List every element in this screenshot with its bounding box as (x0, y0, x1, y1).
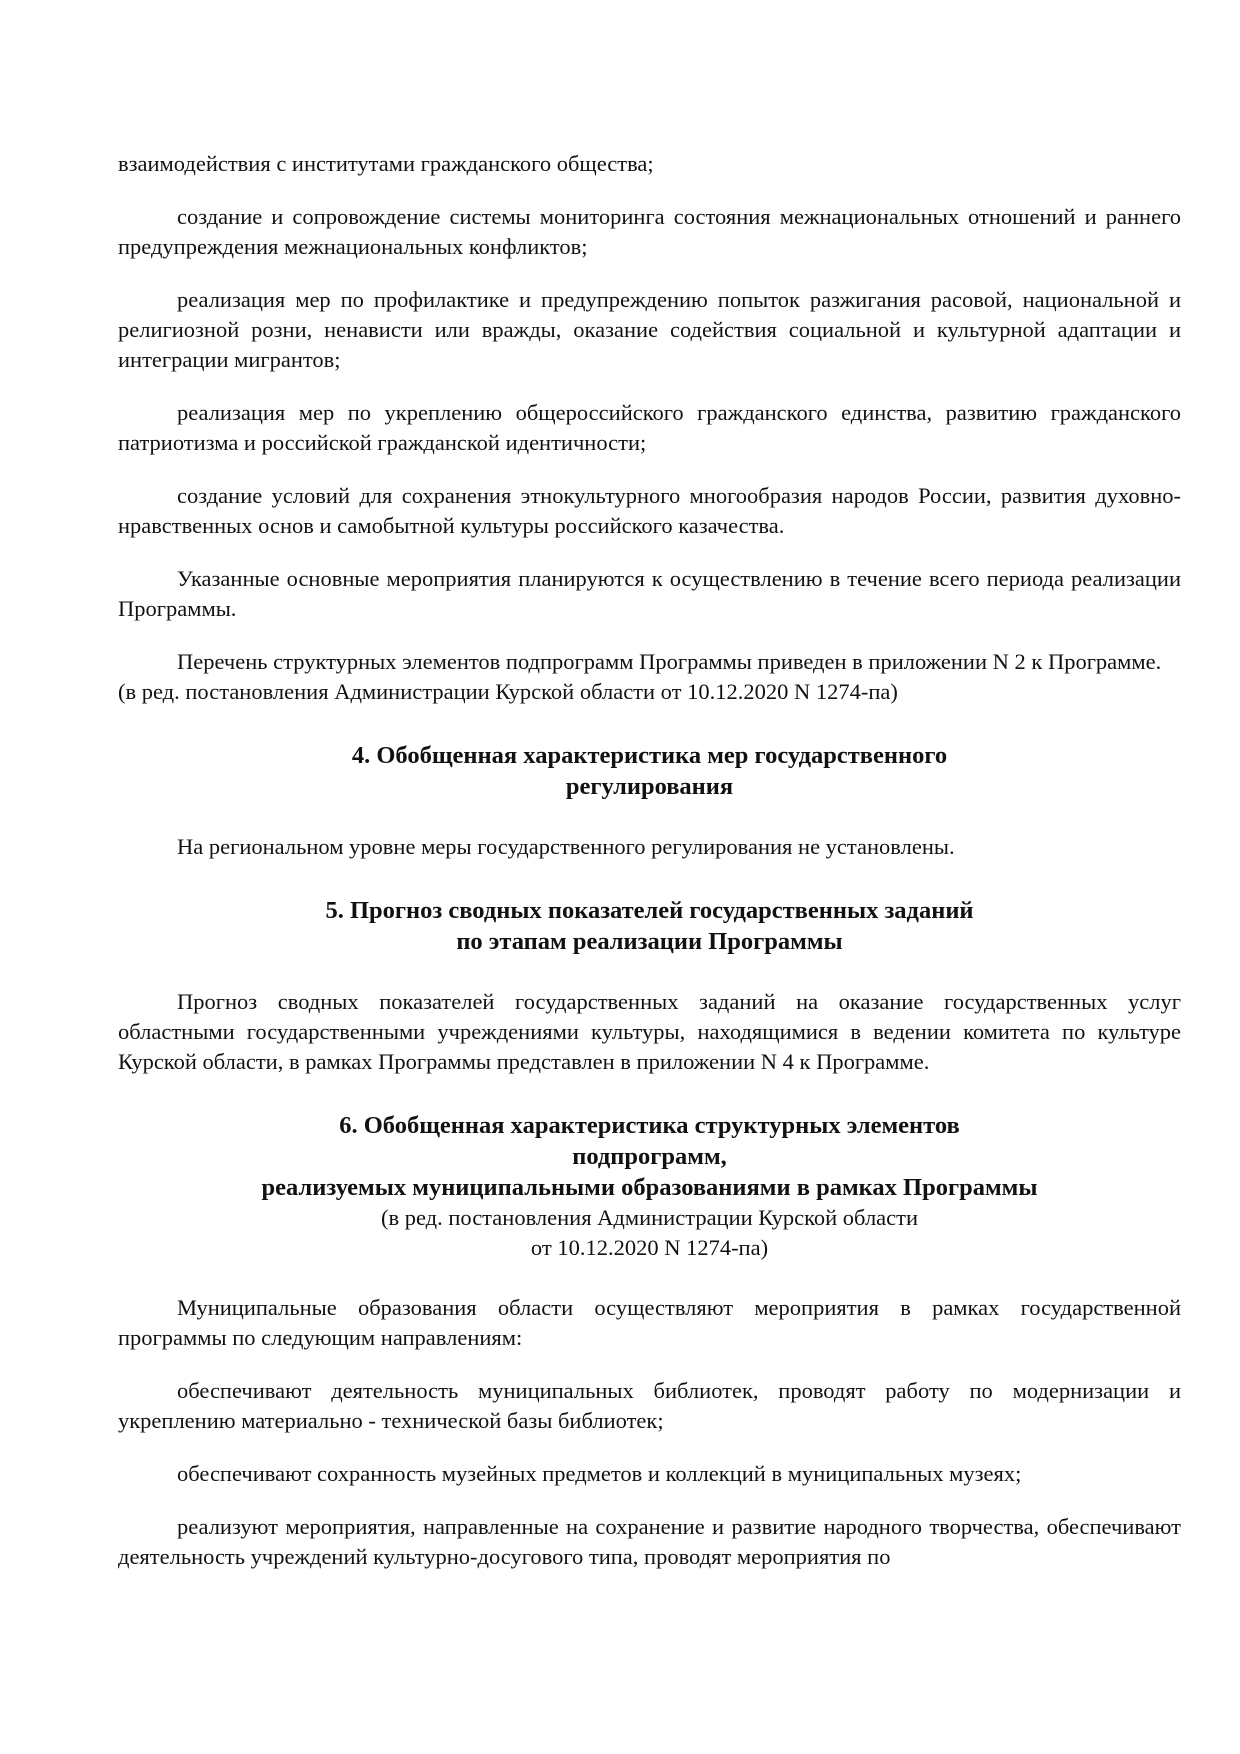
paragraph: обеспечивают деятельность муниципальных библиотек, проводят работу по модернизации и укреплению материально - технической базы библиотек; (118, 1378, 1181, 1433)
section-6-amendment (118, 1203, 1181, 1263)
paragraph: реализация мер по укреплению общероссийского гражданского единства, развитию гражданского патриотизма и российской гражданской идентичности; (118, 400, 1181, 455)
section-4-title-line: регулирования (565, 773, 734, 800)
amendment-note: (в ред. постановления Администрации Курской области от 10.12.2020 N 1274-па) (118, 679, 898, 704)
paragraph: Перечень структурных элементов подпрограмм Программы приведен в приложении N 2 к Программе. (177, 649, 1162, 674)
section-4-text: На региональном уровне меры государственного регулирования не установлены. (177, 834, 955, 859)
section-4-heading (118, 740, 1181, 802)
paragraph: Муниципальные образования области осуществляют мероприятия в рамках государственной программы по следующим направлениям: (118, 1295, 1181, 1350)
section-6-heading (118, 1110, 1181, 1203)
section-4-title-line: 4. Обобщенная характеристика мер государственного (351, 742, 948, 769)
paragraph: реализуют мероприятия, направленные на сохранение и развитие народного творчества, обеспечивают деятельность учреждений культурно-досугового типа, проводят мероприятия по (118, 1514, 1181, 1569)
section-5-title-line: по этапам реализации Программы (456, 928, 843, 955)
section-6-title-line: реализуемых муниципальными образованиями в рамках Программы (261, 1174, 1038, 1201)
paragraph: обеспечивают сохранность музейных предметов и коллекций в муниципальных музеях; (177, 1461, 1022, 1486)
section-5-heading (118, 895, 1181, 957)
document-body (118, 149, 1181, 1572)
section-5-text: Прогноз сводных показателей государственных заданий на оказание государственных услуг областными государственными учреждениями культуры, находящимися в ведении комитета по культуре Курской области, в рамках Программы представлен в приложении N 4 к Программе. (118, 989, 1181, 1074)
section-6-title-line: подпрограмм, (572, 1143, 727, 1170)
paragraph: создание и сопровождение системы мониторинга состояния межнациональных отношений и раннего предупреждения межнациональных конфликтов; (118, 204, 1181, 259)
amendment-line: (в ред. постановления Администрации Курской области (380, 1205, 919, 1230)
section-6-title-line: 6. Обобщенная характеристика структурных элементов (339, 1112, 960, 1139)
paragraph: Указанные основные мероприятия планируются к осуществлению в течение всего периода реализации Программы. (118, 566, 1181, 621)
paragraph: реализация мер по профилактике и предупреждению попыток разжигания расовой, национальной и религиозной розни, ненависти или вражды, оказание содействия социальной и культурной адаптации и интеграции мигрантов; (118, 287, 1181, 372)
paragraph: создание условий для сохранения этнокультурного многообразия народов России, развития духовно-нравственных основ и самобытной культуры российского казачества. (118, 483, 1181, 538)
section-5-title-line: 5. Прогноз сводных показателей государственных заданий (325, 897, 974, 924)
paragraph-continuation: взаимодействия с институтами гражданского общества; (118, 151, 654, 176)
amendment-line: от 10.12.2020 N 1274-па) (530, 1235, 769, 1260)
